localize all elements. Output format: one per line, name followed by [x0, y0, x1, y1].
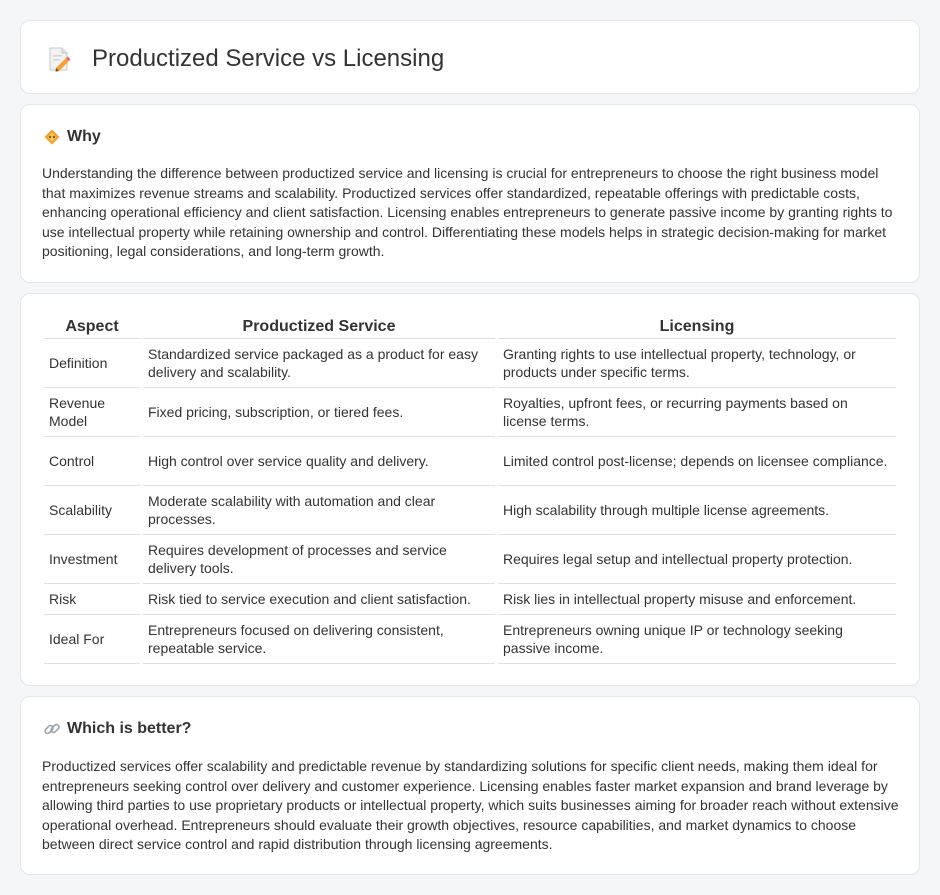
- row-aspect: Scalability: [44, 486, 140, 535]
- table-row: [44, 437, 896, 486]
- better-text: Productized services offer scalability and predictable revenue by standardizing solutions for specific client needs, making them ideal for entrepreneurs seeking control over delivery and customer experience. Licensing enables faster market expansion and brand leverage by allowing third parties to use proprietary products or intellectual property, which suits businesses aiming for broader reach without extensive operational overhead. Entrepreneurs should evaluate their growth objectives, resource capabilities, and market dynamics to choose between direct service control and rapid distribution through licensing agreements.: [42, 758, 899, 852]
- link-icon: [43, 720, 61, 738]
- row-licensing: Royalties, upfront fees, or recurring payments based on license terms.: [498, 388, 896, 437]
- row-productized-service: High control over service quality and delivery.: [143, 437, 495, 486]
- better-title: Which is better?: [67, 720, 192, 737]
- row-aspect: Control: [44, 437, 140, 486]
- page-title: Productized Service vs Licensing: [92, 45, 445, 72]
- which-is-better-section: [20, 696, 920, 875]
- row-aspect: Ideal For: [44, 615, 140, 664]
- diamond-icon: [43, 128, 61, 146]
- why-title: Why: [67, 128, 101, 145]
- row-aspect: Investment: [44, 535, 140, 584]
- table-row: [44, 486, 896, 535]
- table-header-row: [44, 317, 896, 339]
- table-row: [44, 339, 896, 388]
- row-productized-service: Risk tied to service execution and client satisfaction.: [143, 584, 495, 615]
- comparison-table: [41, 317, 899, 664]
- row-productized-service: Moderate scalability with automation and clear processes.: [143, 486, 495, 535]
- document-pencil-icon: [45, 45, 73, 73]
- row-aspect: Risk: [44, 584, 140, 615]
- why-text: Understanding the difference between productized service and licensing is crucial for entrepreneurs to choose the right business model that maximizes revenue streams and scalability. Productized services offer standardized, repeatable offerings with predictable costs, enhancing operational efficiency and client satisfaction. Licensing enables entrepreneurs to generate passive income by granting rights to use intellectual property while retaining ownership and control. Differentiating these models helps in strategic decision-making for market positioning, legal considerations, and long-term growth.: [42, 165, 893, 259]
- row-licensing: Requires legal setup and intellectual property protection.: [498, 535, 896, 584]
- header-aspect: Aspect: [44, 317, 140, 339]
- row-licensing: High scalability through multiple license agreements.: [498, 486, 896, 535]
- comparison-section: [20, 293, 920, 686]
- header-productized-service: Productized Service: [143, 317, 495, 339]
- row-licensing: Granting rights to use intellectual property, technology, or products under specific terms.: [498, 339, 896, 388]
- row-licensing: Entrepreneurs owning unique IP or technology seeking passive income.: [498, 615, 896, 664]
- row-productized-service: Fixed pricing, subscription, or tiered fees.: [143, 388, 495, 437]
- table-row: [44, 535, 896, 584]
- header-card: [20, 20, 920, 94]
- why-heading: [43, 127, 101, 147]
- better-heading: [43, 719, 191, 739]
- page-title-row: [45, 41, 444, 77]
- table-row: [44, 584, 896, 615]
- row-productized-service: Requires development of processes and service delivery tools.: [143, 535, 495, 584]
- header-licensing: Licensing: [498, 317, 896, 339]
- row-licensing: Limited control post-license; depends on licensee compliance.: [498, 437, 896, 486]
- table-row: [44, 388, 896, 437]
- row-productized-service: Entrepreneurs focused on delivering consistent, repeatable service.: [143, 615, 495, 664]
- row-productized-service: Standardized service packaged as a product for easy delivery and scalability.: [143, 339, 495, 388]
- why-section: [20, 104, 920, 283]
- table-row: [44, 615, 896, 664]
- row-aspect: Definition: [44, 339, 140, 388]
- row-licensing: Risk lies in intellectual property misuse and enforcement.: [498, 584, 896, 615]
- row-aspect: Revenue Model: [44, 388, 140, 437]
